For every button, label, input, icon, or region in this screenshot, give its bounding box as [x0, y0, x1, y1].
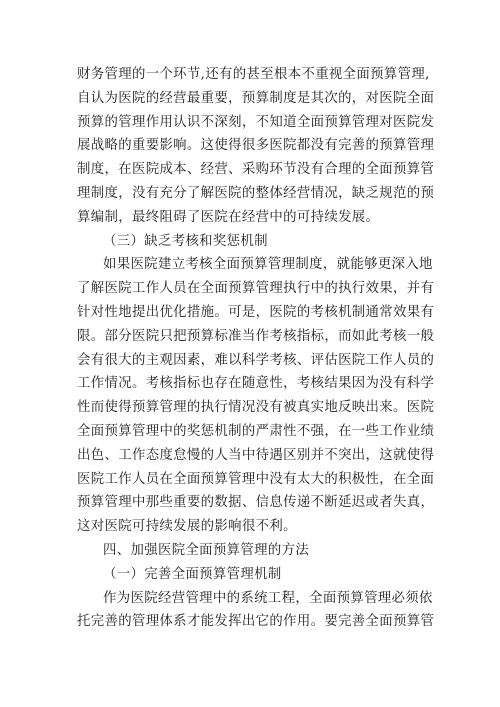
- paragraph-line: 展战略的重要影响。这使得很多医院都没有完善的预算管理: [77, 138, 435, 154]
- paragraph-line: 财务管理的一个环节,还有的甚至根本不重视全面预算管理,: [77, 67, 430, 82]
- paragraph-line: 出色、工作态度怠慢的人当中待遇区别并不突出，这就使得: [77, 447, 435, 463]
- paragraph-line: 性而使得预算管理的执行情况没有被真实地反映出来。医院: [77, 400, 435, 416]
- subsection-heading: （一）完善全面预算管理机制: [103, 566, 282, 582]
- paragraph-line: 作为医院经营管理中的系统工程，全面预算管理必须依: [103, 590, 433, 606]
- paragraph-line: 医院工作人员在全面预算管理中没有太大的积极性，在全面: [77, 471, 435, 487]
- paragraph-line: 制度，在医院成本、经营、采购环节没有合理的全面预算管: [77, 162, 435, 178]
- paragraph-line: 算编制，最终阻碍了医院在经营中的可持续发展。: [77, 209, 380, 225]
- paragraph-line: 这对医院可持续发展的影响很不利。: [77, 519, 297, 535]
- paragraph-line: 针对性地提出优化措施。可是，医院的考核机制通常效果有: [77, 304, 435, 320]
- paragraph-line: 了解医院工作人员在全面预算管理执行中的执行效果，并有: [77, 281, 435, 297]
- paragraph-line: 会有很大的主观因素，难以科学考核、评估医院工作人员的: [77, 352, 435, 368]
- section-heading: （三）缺乏考核和奖惩机制: [103, 233, 268, 249]
- paragraph-line: 托完善的管理体系才能发挥出它的作用。要完善全面预算管: [77, 614, 435, 630]
- paragraph-line: 预算的管理作用认识不深刻，不知道全面预算管理对医院发: [77, 114, 435, 130]
- paragraph-line: 理制度，没有充分了解医院的整体经营情况，缺乏规范的预: [77, 185, 435, 201]
- section-heading: 四、加强医院全面预算管理的方法: [103, 542, 310, 558]
- paragraph-line: 全面预算管理中的奖惩机制的严肃性不强，在一些工作业绩: [77, 423, 435, 439]
- paragraph-line: 限。部分医院只把预算标准当作考核指标，而如此考核一般: [77, 328, 435, 344]
- paragraph-line: 自认为医院的经营最重要，预算制度是其次的，对医院全面: [77, 90, 435, 106]
- paragraph-line: 工作情况。考核指标也存在随意性，考核结果因为没有科学: [77, 376, 435, 392]
- paragraph-line: 预算管理中那些重要的数据、信息传递不断延迟或者失真，: [77, 495, 435, 511]
- document-body: [77, 63, 435, 634]
- paragraph-line: 如果医院建立考核全面预算管理制度，就能够更深入地: [103, 257, 433, 273]
